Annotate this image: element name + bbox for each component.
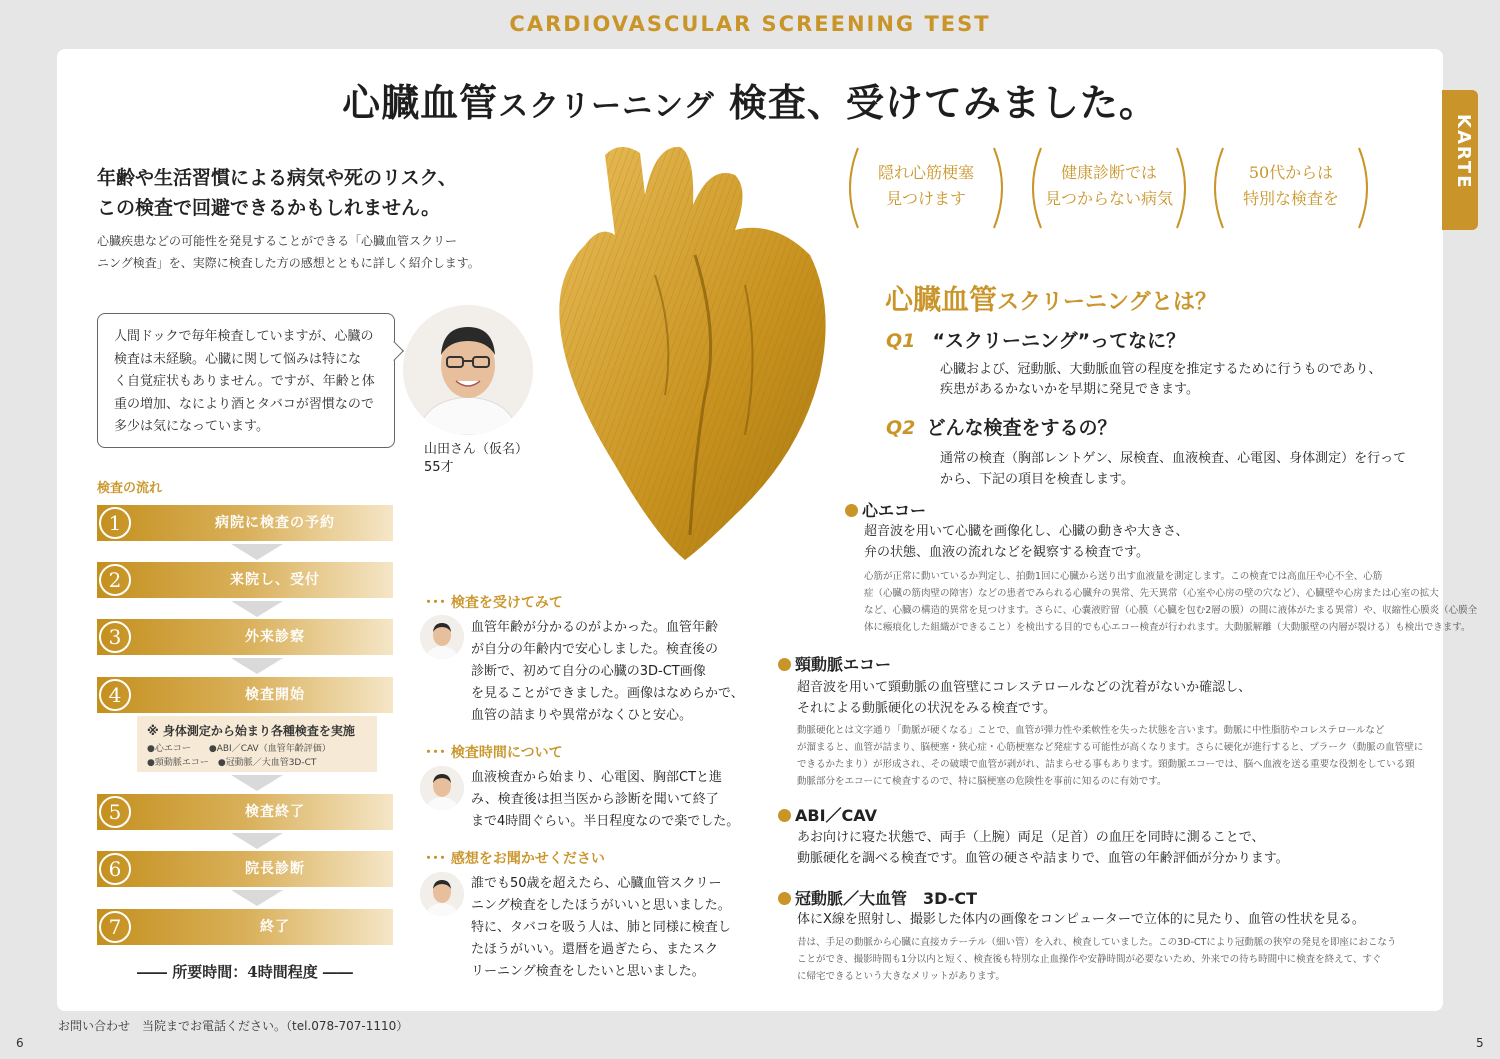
comment-line: 血管の詰まりや異常がなくひと安心。: [471, 708, 693, 723]
intro-lead-2: この検査で回避できるかもしれません。: [97, 197, 441, 219]
avatar-small: [420, 615, 464, 659]
down-arrow-icon: [231, 833, 283, 849]
page-number-right: 5: [1476, 1036, 1484, 1050]
step-label: 来院し、受付: [230, 572, 320, 588]
step-label: 検査終了: [245, 804, 305, 820]
bullet-icon: [778, 892, 791, 905]
item-line: 超音波を用いて頸動脈の血管壁にコレステロールなどの沈着がないか確認し、: [797, 680, 1252, 695]
step-number: 5: [99, 796, 131, 828]
item-title: 頸動脈エコー: [795, 655, 892, 674]
down-arrow-icon: [231, 890, 283, 906]
feature-oval-1: [838, 140, 1014, 236]
down-arrow-icon: [231, 658, 283, 674]
q2-tag: Q2: [886, 417, 916, 439]
speech-bubble: [97, 313, 395, 448]
item-fine: 動脈部分をエコーにて検査するので、特に脳梗塞の危険性を事前に知るのに有効です。: [797, 776, 1167, 787]
item-fine: 心筋が正常に動いているか判定し、拍動1回に心臓から送り出す血液量を測定します。この検査では高血圧や心不全、心筋: [864, 571, 1383, 582]
comment-line: み、検査後は担当医から診断を聞いて終了: [471, 792, 719, 807]
intro-body-1: 心臓疾患などの可能性を発見することができる「心臓血管スクリー: [97, 234, 458, 248]
comment-line: 血液検査から始まり、心電図、胸部CTと進: [471, 770, 723, 785]
page-title: [57, 72, 1443, 127]
person-icon: [420, 872, 464, 916]
flow-step-1: [97, 505, 393, 541]
oval-line: 特別な検査を: [1242, 189, 1339, 208]
q2-line: 通常の検査（胸部レントゲン、尿検査、血液検査、心電図、身体測定）を行って: [940, 451, 1407, 466]
comment-line: まで4時間ぐらい。半日程度なので楽でした。: [471, 814, 740, 829]
item-title: ABI／CAV: [795, 806, 877, 825]
person-icon: [403, 305, 533, 435]
flow-step-5: [97, 794, 393, 830]
comment-line: 血管年齢が分かるのがよかった。血管年齢: [471, 620, 719, 635]
comment-line: たほうがいい。還暦を過ぎたら、またスク: [471, 942, 719, 957]
item-line: 体にX線を照射し、撮影した体内の画像をコンピューターで立体的に見たり、血管の性状を見る。: [797, 912, 1365, 927]
speech-line: 人間ドックで毎年検査していますが、心臓の: [114, 329, 374, 344]
comment-line: が自分の年齢内で安心しました。検査後の: [471, 642, 719, 657]
down-arrow-icon: [231, 601, 283, 617]
avatar-yamada: [403, 305, 533, 435]
feature-oval-3: [1203, 140, 1379, 236]
note-heading: ※ 身体測定から始まり各種検査を実施: [147, 724, 355, 738]
bullet-icon: [778, 658, 791, 671]
speech-line: 多少は気になっています。: [114, 419, 269, 434]
comment-heading: ･･･ 検査を受けてみて: [425, 595, 563, 611]
item-fine: できるかたまり）が形成され、その破壊で血管が剥がれ、詰まらせる事もあります。頸動脈エコーでは、脳へ血液を送る重要な役割をしている頸: [797, 759, 1415, 770]
feature-oval-2: [1021, 140, 1197, 236]
speech-line: く自覚症状もありません。ですが、年齢と体: [114, 374, 375, 389]
avatar-small: [420, 766, 464, 810]
q1-tag: Q1: [886, 330, 916, 352]
comment-line: ニング検査をしたほうがいいと思いました。: [471, 898, 731, 913]
item-heading: [845, 498, 926, 521]
avatar-small: [420, 872, 464, 916]
q1-heading: [886, 326, 1185, 353]
person-icon: [420, 766, 464, 810]
contact-info: お問い合わせ 当院までお電話ください。（tel.078-707-1110）: [58, 1019, 409, 1033]
item-line: 動脈硬化を調べる検査です。血管の硬さや詰まりで、血管の年齢評価が分かります。: [797, 851, 1289, 866]
item-title: 心エコー: [862, 501, 927, 520]
person-age: 55才: [424, 460, 454, 475]
section-heading: [885, 278, 1217, 318]
step-label: 外来診察: [245, 629, 305, 645]
oval-line: 見つけます: [885, 189, 966, 208]
item-fine: 動脈硬化とは文字通り「動脈が硬くなる」ことで、血管が弾力性や柔軟性を失った状態を言います。動脈に中性脂肪やコレステロールなど: [797, 725, 1385, 736]
comment-heading: ･･･ 検査時間について: [425, 745, 563, 761]
step-label: 終了: [260, 919, 290, 935]
heart-illustration: [545, 135, 835, 565]
comment-line: リーニング検査をしたいと思いました。: [471, 964, 705, 979]
item-line: あお向けに寝た状態で、両手（上腕）両足（足首）の血圧を同時に測ることで、: [797, 830, 1265, 845]
flow-step-3: [97, 619, 393, 655]
flow-step-7: [97, 909, 393, 945]
karte-tab-label: KARTE: [1453, 114, 1474, 190]
page-number-left: 6: [16, 1036, 24, 1050]
item-fine: 昔は、手足の動脈から心臓に直接カテーテル（細い管）を入れ、検査していました。この3D-CTにより冠動脈の狭窄の発見を即座におこなう: [797, 937, 1397, 948]
item-line: それによる動脈硬化の状況をみる検査です。: [797, 701, 1056, 716]
section-heading-2: スクリーニングとは？: [997, 289, 1218, 315]
step-number: 2: [99, 564, 131, 596]
comment-line: 特に、タバコを吸う人は、肺と同様に検査し: [471, 920, 731, 935]
title-part3: 検査、受けてみました。: [714, 80, 1158, 125]
item-title: 冠動脈／大血管 3D-CT: [795, 889, 978, 908]
person-icon: [420, 615, 464, 659]
note-line: ●頸動脈エコー ●冠動脈／大血管3D-CT: [147, 758, 317, 768]
q1-line: 心臓および、冠動脈、大動脈血管の程度を推定するために行うものであり、: [940, 362, 1382, 377]
bullet-icon: [778, 809, 791, 822]
item-fine: 体に瘢痕化した組織ができること）を検出する目的でも心エコー検査が行われます。大動脈解離（大動脈壁の内層が裂ける）も検出できます。: [864, 622, 1471, 633]
oval-line: 隠れ心筋梗塞: [877, 163, 974, 182]
item-heading: [778, 652, 891, 675]
flow-step-6: [97, 851, 393, 887]
item-fine: に帰宅できるという大きなメリットがあります。: [797, 971, 1005, 982]
title-part2: スクリーニング: [498, 89, 715, 124]
q2-title: どんな検査をするの？: [926, 417, 1117, 439]
intro-body-2: ニング検査」を、実際に検査した方の感想とともに詳しく紹介します。: [97, 256, 480, 270]
oval-line: 健康診断では: [1060, 163, 1157, 182]
step-label: 検査開始: [245, 687, 305, 703]
intro-lead-1: 年齢や生活習慣による病気や死のリスク、: [97, 167, 457, 189]
exam-note: [137, 716, 377, 772]
down-arrow-icon: [231, 775, 283, 791]
total-time: ―― 所要時間：4時間程度 ――: [137, 963, 353, 981]
heart-icon: [545, 135, 835, 565]
flow-step-2: [97, 562, 393, 598]
down-arrow-icon: [231, 544, 283, 560]
step-number: 3: [99, 621, 131, 653]
item-fine: が溜まると、血管が詰まり、脳梗塞・狭心症・心筋梗塞など発症する可能性が高くなります。さらに硬化が進行すると、プラーク（動脈の血管壁に: [797, 742, 1424, 753]
header-title: CARDIOVASCULAR SCREENING TEST: [509, 12, 991, 36]
step-number: 1: [99, 507, 131, 539]
step-number: 7: [99, 911, 131, 943]
karte-tab[interactable]: [1442, 90, 1478, 230]
bullet-icon: [845, 504, 858, 517]
title-part1: 心臓血管: [342, 80, 499, 125]
comment-line: を見ることができました。画像はなめらかで、: [471, 686, 744, 701]
q1-title: “スクリーニング”ってなに？: [932, 330, 1186, 352]
speech-line: 重の増加、なにより酒とタバコが習慣なので: [114, 396, 374, 412]
item-fine: ことができ、撮影時間も1分以内と短く、検査後も特別な止血操作や安静時間が必要ないため、外来での待ち時間中に検査を終えて、すぐ: [797, 954, 1382, 965]
step-label: 院長診断: [245, 861, 305, 877]
item-heading: [778, 803, 877, 826]
comment-heading: ･･･ 感想をお聞かせください: [425, 851, 605, 867]
item-fine: 症（心臓の筋肉壁の障害）などの患者でみられる心臓弁の異常、先天異常（心室や心房の壁の穴など）、心臓壁や心房または心室の拡大: [864, 588, 1439, 599]
q1-line: 疾患があるかないかを早期に発見できます。: [940, 382, 1199, 397]
section-heading-1: 心臓血管: [885, 283, 998, 316]
note-line: ●心エコー ●ABI／CAV（血管年齢評価）: [147, 744, 331, 754]
person-name: 山田さん（仮名）: [424, 442, 529, 457]
comment-line: 誰でも50歳を超えたら、心臓血管スクリー: [471, 876, 722, 891]
step-number: 6: [99, 853, 131, 885]
oval-line: 見つからない病気: [1044, 189, 1173, 208]
q2-heading: [886, 413, 1116, 440]
item-line: 弁の状態、血液の流れなどを観察する検査です。: [864, 545, 1149, 560]
flow-label: 検査の流れ: [97, 481, 163, 496]
q2-line: から、下記の項目を検査します。: [940, 472, 1134, 487]
step-label: 病院に検査の予約: [215, 515, 335, 531]
item-line: 超音波を用いて心臓を画像化し、心臓の動きや大きさ、: [864, 524, 1189, 539]
item-fine: など、心臓の構造的異常を見つけます。さらに、心嚢液貯留（心膜（心臓を包む2層の膜）の間に液体がたまる異常）や、収縮性心膜炎（心膜全: [864, 605, 1478, 616]
step-number: 4: [99, 679, 131, 711]
item-heading: [778, 886, 977, 909]
oval-line: 50代からは: [1248, 163, 1334, 182]
comment-line: 診断で、初めて自分の心臓の3D-CT画像: [471, 664, 706, 679]
speech-line: 検査は未経験。心臓に関して悩みは特にな: [114, 351, 362, 367]
flow-step-4: [97, 677, 393, 713]
